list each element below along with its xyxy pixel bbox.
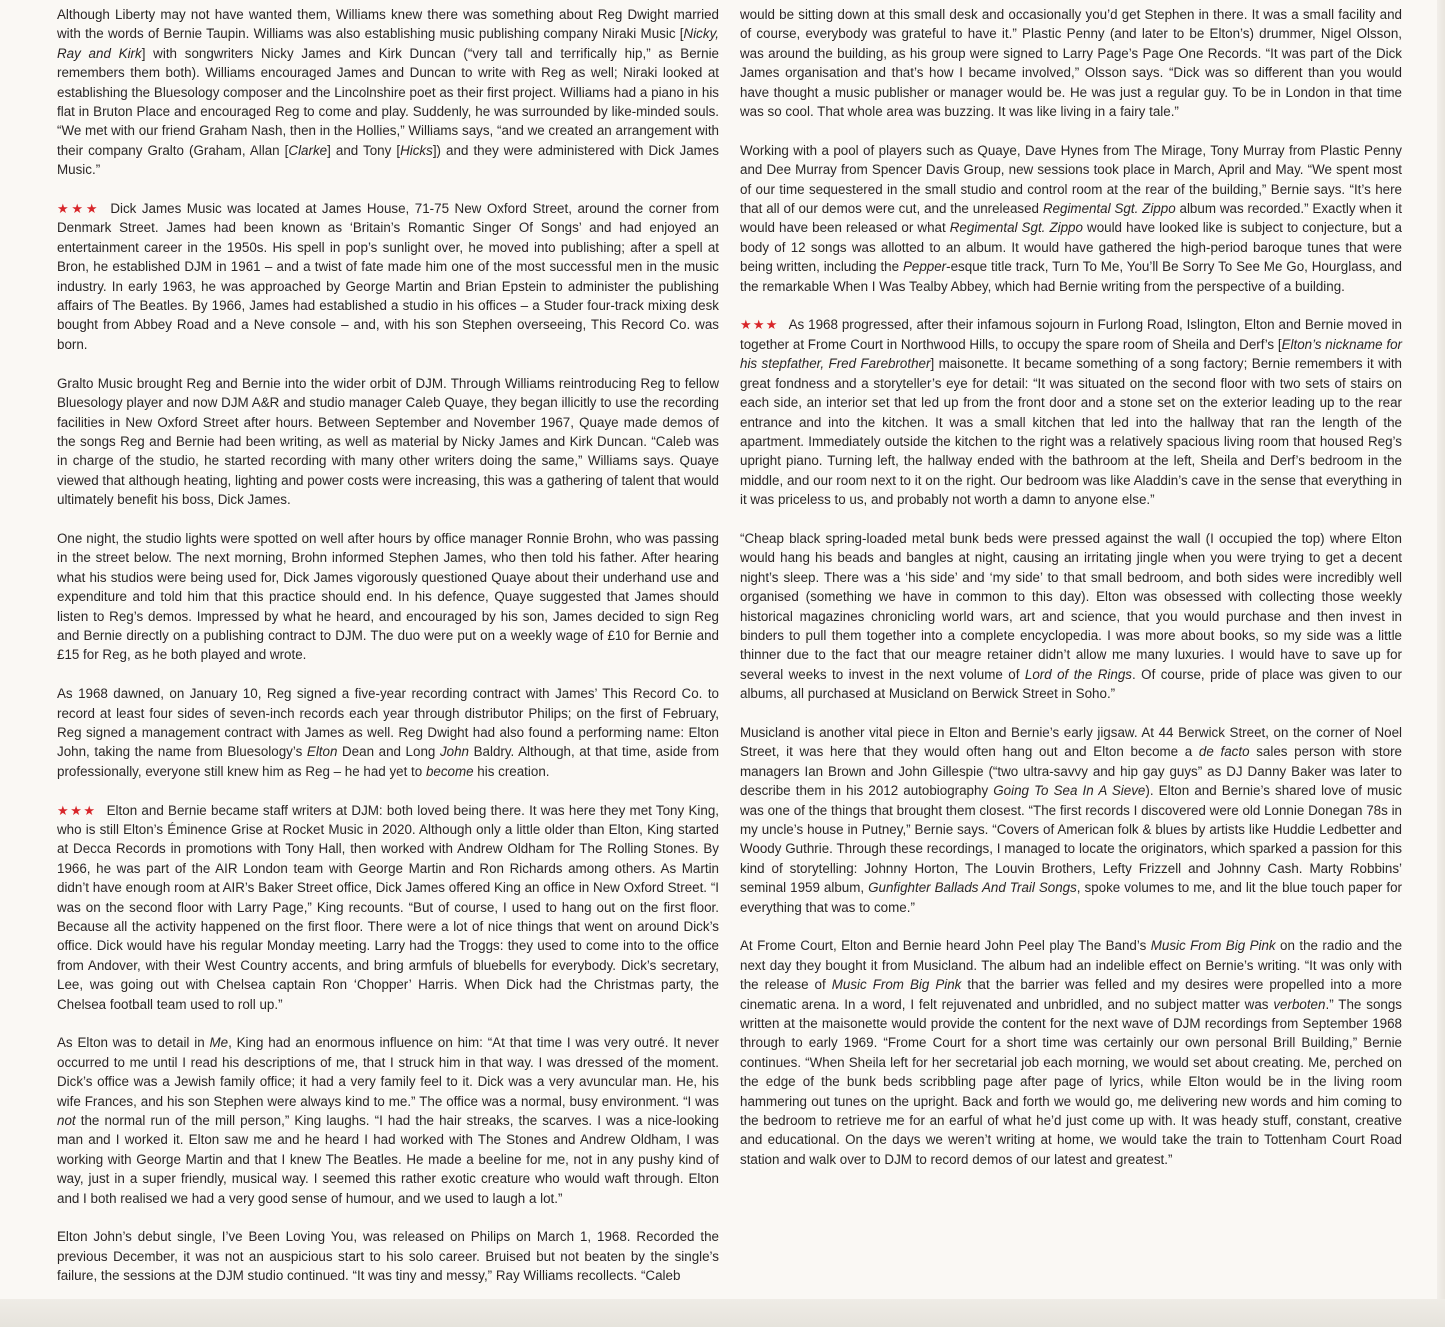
italic-text: Pepper <box>902 259 947 275</box>
italic-text: de facto <box>1198 744 1250 760</box>
paragraph-r4 <box>740 529 1402 704</box>
body-text: ]) and they were administered with Dick James Music.” <box>57 142 719 178</box>
body-text: “Cheap black spring-loaded metal bunk beds were pressed against the wall (I occupied the top) where Elton would hang his beads and bangles at night, causing an irritating jingle when you were trying to get a decent night’s sleep. There was a ‘his side’ and ‘my side’ to that small bedroom, and both sides were incredibly well organised (something we have in common to this day). Elton was obsessed with collecting those weekly historical magazines chronicling world wars, art and science, that you would purchase and then invest in binders to pull them together into a complete encyclopedia. I was more about books, so my side was a little thinner due to the fact that our meagre retainer didn’t allow me many luxuries. I would have to save up for several weeks to invest in the next volume of <box>740 530 1402 682</box>
body-text: . Of course, pride of place was given to our albums, all purchased at Musicland on Berwick Street in Soho.” <box>740 666 1402 702</box>
body-text: As Elton was to detail in <box>57 1035 210 1051</box>
body-text: on the radio and the next day they bought it from Musicland. The album had an indelible effect on Bernie’s writing. “It was only with the release of <box>740 938 1403 993</box>
body-text: One night, the studio lights were spotted on well after hours by office manager Ronnie Brohn, who was passing in the street below. The next morning, Brohn informed Stephen James, who then told his father. After hearing what his studios were being used for, Dick James vigorously questioned Quaye about their underhand use and expenditure and told him that this practice should end. In his defence, Quaye suggested that James should listen to Reg’s demos. Impressed by what he heard, and encouraged by his son, James decided to sign Reg and Bernie directly on a publishing contract to DJM. The duo were put on a weekly wage of £10 for Bernie and £15 for Reg, as he both played and wrote. <box>57 530 719 663</box>
body-text: Dick James Music was located at James House, 71-75 New Oxford Street, around the corner from Denmark Street. James had been known as ‘Britain’s Romantic Singer Of Songs’ and had enjoyed an entertainment career in the 1950s. His spell in pop’s sunlight over, he moved into publishing; after a spell at Bron, he established DJM in 1961 – and a twist of fate made him one of the most successful men in the music industry. In early 1963, he was approached by George Martin and Brian Epstein to administer the publishing affairs of The Beatles. By 1966, James had established a studio in his offices – a Studer four-track mixing desk bought from Abbey Road and a Neve console – and, with his son Stephen overseeing, This Record Co. was born. <box>57 201 719 352</box>
right-column <box>740 5 1402 1189</box>
italic-text: Music From Big Pink <box>831 977 962 993</box>
body-text: ). Elton and Bernie’s shared love of music was one of the things that brought them closest. “The first records I discovered were old Lonnie Donegan 78s in my uncle’s house in Putney,” Bernie says. “Covers of American folk & blues by artists like Huddie Ledbetter and Woody Guthrie. Through these recordings, I managed to locate the originators, which sparked a passion for this kind of storytelling: Johnny Horton, The Louvin Brothers, Lefty Frizzell and Johnny Cash. Marty Robbins’ seminal 1959 album, <box>740 783 1402 896</box>
section-break-stars: ★★★ <box>57 201 101 217</box>
italic-text: Music From Big Pink <box>1150 938 1276 954</box>
italic-text: Hicks <box>400 142 433 158</box>
body-text: that the barrier was felled and my desires were propelled into a more cinematic arena. In a word, I felt rejuvenated and unbridled, and no subject matter was <box>740 977 1402 1012</box>
paragraph-p2 <box>57 199 719 354</box>
section-break-stars: ★★★ <box>740 317 779 333</box>
italic-text: Going To Sea In A Sieve <box>993 783 1146 799</box>
italic-text: become <box>425 763 474 779</box>
body-text: , spoke volumes to me, and lit the blue touch paper for everything that was to come.” <box>740 880 1402 915</box>
paragraph-r2 <box>740 141 1402 296</box>
body-text: sales person with store managers Ian Brown and John Gillespie (“two ultra-savvy and hip gay guys” as DJ Danny Baker was later to describe them in his 2012 autobiography <box>740 744 1403 799</box>
paragraph-r3 <box>740 315 1402 509</box>
paragraph-p6 <box>57 801 719 1014</box>
paragraph-p3 <box>57 374 719 510</box>
left-column <box>57 5 719 1305</box>
body-text: Baldry. Although, at that time, aside from professionally, everyone still knew him as Reg – he had yet to <box>57 744 719 779</box>
italic-text: Elton <box>306 744 338 760</box>
paragraph-r5 <box>740 723 1402 917</box>
body-text: Elton John’s debut single, I’ve Been Loving You, was released on Philips on March 1, 1968. Recorded the previous December, it was not an auspicious start to his solo career. Bruised but not beaten by the single’s failure, the sessions at the DJM studio continued. “It was tiny and messy,” Ray Williams recollects. “Caleb <box>57 1229 719 1284</box>
body-text: As 1968 dawned, on January 10, Reg signed a five-year recording contract with James’ This Record Co. to record at least four sides of seven-inch records each year through distributor Philips; on the first of February, Reg signed a management contract with James as well. Reg Dwight had also found a performing name: Elton John, taking the name from Bluesology’s <box>57 686 719 760</box>
page-edge <box>1437 0 1445 1300</box>
body-text: -esque title track, Turn To Me, You’ll Be Sorry To See Me Go, Hourglass, and the remarkable When I Was Tealby Abbey, which had Bernie writing from the perspective of a building. <box>740 259 1402 294</box>
body-text: ] with songwriters Nicky James and Kirk Duncan (“very tall and terrifically hip,” as Bernie remembers them both). Williams encouraged James and Duncan to write with Reg as well; Niraki looked at establishing the Bluesology composer and the Lincolnshire poet as their first project. Williams had a piano in his flat in Bruton Place and encouraged Reg to come and play. Suddenly, he was surrounded by like-minded souls. “We met with our friend Graham Nash, then in the Hollies,” Williams says, “and we created an arrangement with their company Gralto (Graham, Allan [ <box>57 45 720 158</box>
body-text: ] and Tony [ <box>327 142 401 158</box>
body-text: .” The songs written at the maisonette would provide the content for the next wave of DJM recordings from September 1968 through to early 1969. “Frome Court for a short time was certainly our own personal Brill Building,” Bernie continues. “When Sheila left for her secretarial job each morning, we would set about creating. Me, perched on the edge of the bunk beds scribbling page after page of lyrics, while Elton would be in the living room hammering out tunes on the upright. Back and forth we would go, me delivering new words and him coming to the bedroom to retrieve me for an earful of what he’d just come up with. It was heady stuff, constant, creative and educational. On the days we weren’t writing at home, we would take the train to Tottenham Court Road station and walk over to DJM to record demos of our latest and greatest.” <box>740 996 1402 1167</box>
italic-text: verboten <box>1273 996 1326 1012</box>
paragraph-p7 <box>57 1033 719 1208</box>
italic-text: not <box>57 1113 76 1129</box>
body-text: As 1968 progressed, after their infamous sojourn in Furlong Road, Islington, Elton and Bernie moved in together at Frome Court in Northwood Hills, to occupy the spare room of Sheila and Derf’s [ <box>740 317 1402 352</box>
section-break-stars: ★★★ <box>57 802 97 818</box>
body-text: Although Liberty may not have wanted them, Williams knew there was something about Reg Dwight married with the words of Bernie Taupin. Williams was also establishing music publishing company Niraki Music [ <box>57 7 719 42</box>
body-text: would be sitting down at this small desk and occasionally you’d get Stephen in there. It was a small facility and of course, everybody was grateful to have it.” Plastic Penny (and later to be Elton’s) drummer, Nigel Olsson, was around the building, as his group were signed to Larry Page’s Page One Records. “It was part of the Dick James organisation and that’s how I became involved,” Olsson says. “Dick was so different than you would have thought a music publisher or manager would be. He was just a regular guy. To be in London in that time was so cool. That whole area was buzzing. It was like living in a fairy tale.” <box>740 7 1402 120</box>
italic-text: Gunfighter Ballads And Trail Songs <box>868 880 1077 896</box>
italic-text: Nicky, Ray and Kirk <box>57 26 719 61</box>
italic-text: Regimental Sgt. Zippo <box>1042 201 1176 217</box>
italic-text: Regimental Sgt. Zippo <box>949 220 1083 236</box>
body-text: At Frome Court, Elton and Bernie heard John Peel play The Band’s <box>740 938 1151 954</box>
paragraph-r1 <box>740 5 1402 121</box>
body-text: Dean and Long <box>337 744 440 760</box>
body-text: , King had an enormous influence on him: “At that time I was very outré. It never occurred to me until I read his descriptions of me, that I struck him in that way. I was dressed of the moment. Dick’s office was a Jewish family office; it had a very family feel to it. Dick was a very avuncular man. He, his wife Frances, and his son Stephen were always kind to me.” The office was a normal, busy environment. “I was <box>57 1035 719 1109</box>
body-text: album was recorded.” Exactly when it would have been released or what <box>740 201 1402 236</box>
italic-text: Elton’s nickname for his stepfather, Fred Farebrother <box>740 336 1402 372</box>
italic-text: John <box>439 744 469 760</box>
paragraph-r6 <box>740 936 1402 1169</box>
body-text: his creation. <box>473 763 550 779</box>
italic-text: Me <box>209 1035 229 1051</box>
italic-text: Lord of the Rings <box>1024 666 1132 682</box>
paragraph-p1 <box>57 5 719 180</box>
body-text: the normal run of the mill person,” King laughs. “I had the hair streaks, the scarves. I was a nice-looking man and I worked it. Elton saw me and he heard I had worked with The Stones and Andrew Oldham, I was working with George Martin and that I knew The Beatles. He made a beeline for me, not in any pushy kind of way, just in a super friendly, musical way. I seemed this rather exotic creature who would waft through. Elton and I both realised we had a very good sense of humour, and we used to laugh a lot.” <box>57 1113 719 1206</box>
paragraph-p8 <box>57 1227 719 1285</box>
body-text: ] maisonette. It became something of a song factory; Bernie remembers it with great fondness and a storyteller’s eye for detail: “It was situated on the second floor with two sets of stairs on each side, an interior set that led up from the front door and a stone set on the exterior leading up to the rear entrance and into the kitchen. It was a small kitchen that led into the hallway that ran the length of the apartment. Immediately outside the kitchen to the right was a relatively spacious living room that housed Reg’s upright piano. Turning left, the hallway ended with the bathroom at the left, Sheila and Derf’s bedroom in the middle, and our room next to it on the right. Our bedroom was like Aladdin’s cave in the sense that everything in it was priceless to us, and probably not worth a damn to anyone else.” <box>740 356 1403 508</box>
paragraph-p5 <box>57 684 719 781</box>
body-text: Elton and Bernie became staff writers at DJM: both loved being there. It was here they met Tony King, who is still Elton’s Éminence Grise at Rocket Music in 2020. Although only a little older than Elton, King started at Decca Records in promotions with Tony Hall, then worked with Andrew Oldham for The Rolling Stones. By 1966, he was part of the AIR London team with George Martin and Ron Richards among others. As Martin didn’t have enough room at AIR’s Baker Street office, Dick James offered King an office in New Oxford Street. “I was on the second floor with Larry Page,” King recounts. “But of course, I used to hang out on the first floor. Because all the activity happened on the first floor. There were a lot of nice things that went on around Dick’s office. Dick would have his regular Monday meeting. Larry had the Troggs: they used to come into to the office from Andover, with their West Country accents, and bring armfuls of bluebells for everybody. Dick’s secretary, Lee, was going out with Chelsea captain Ron ‘Chopper’ Harris. When Dick had the Christmas party, the Chelsea football team used to roll up.” <box>57 802 719 1012</box>
body-text: would have looked like is subject to conjecture, but a body of 12 songs was allotted to an album. It would have gathered the high-period baroque tunes that were being written, including the <box>740 220 1402 275</box>
body-text: Gralto Music brought Reg and Bernie into the wider orbit of DJM. Through Williams reintroducing Reg to fellow Bluesology player and now DJM A&R and studio manager Caleb Quaye, they began illicitly to use the recording facilities in New Oxford Street after hours. Between September and November 1967, Quaye made demos of the songs Reg and Bernie had been writing, as well as material by Nicky James and Kirk Duncan. “Caleb was in charge of the studio, he started recording with many other writers doing the same,” Williams says. Quaye viewed that although heating, lighting and power costs were increasing, this was a gathering of talent that would ultimately benefit his boss, Dick James. <box>57 375 719 508</box>
body-text: Musicland is another vital piece in Elton and Bernie’s early jigsaw. At 44 Berwick Street, on the corner of Noel Street, it was here that they would often hang out and Elton become a <box>740 724 1402 760</box>
paragraph-p4 <box>57 529 719 665</box>
body-text: Working with a pool of players such as Quaye, Dave Hynes from The Mirage, Tony Murray from Plastic Penny and Dee Murray from Spencer Davis Group, new sessions took place in March, April and May. “We spent most of our time sequestered in the small studio and control room at the rear of the building,” Bernie says. “It’s here that all of our demos were cut, and the unreleased <box>740 142 1402 217</box>
italic-text: Clarke <box>288 142 328 158</box>
